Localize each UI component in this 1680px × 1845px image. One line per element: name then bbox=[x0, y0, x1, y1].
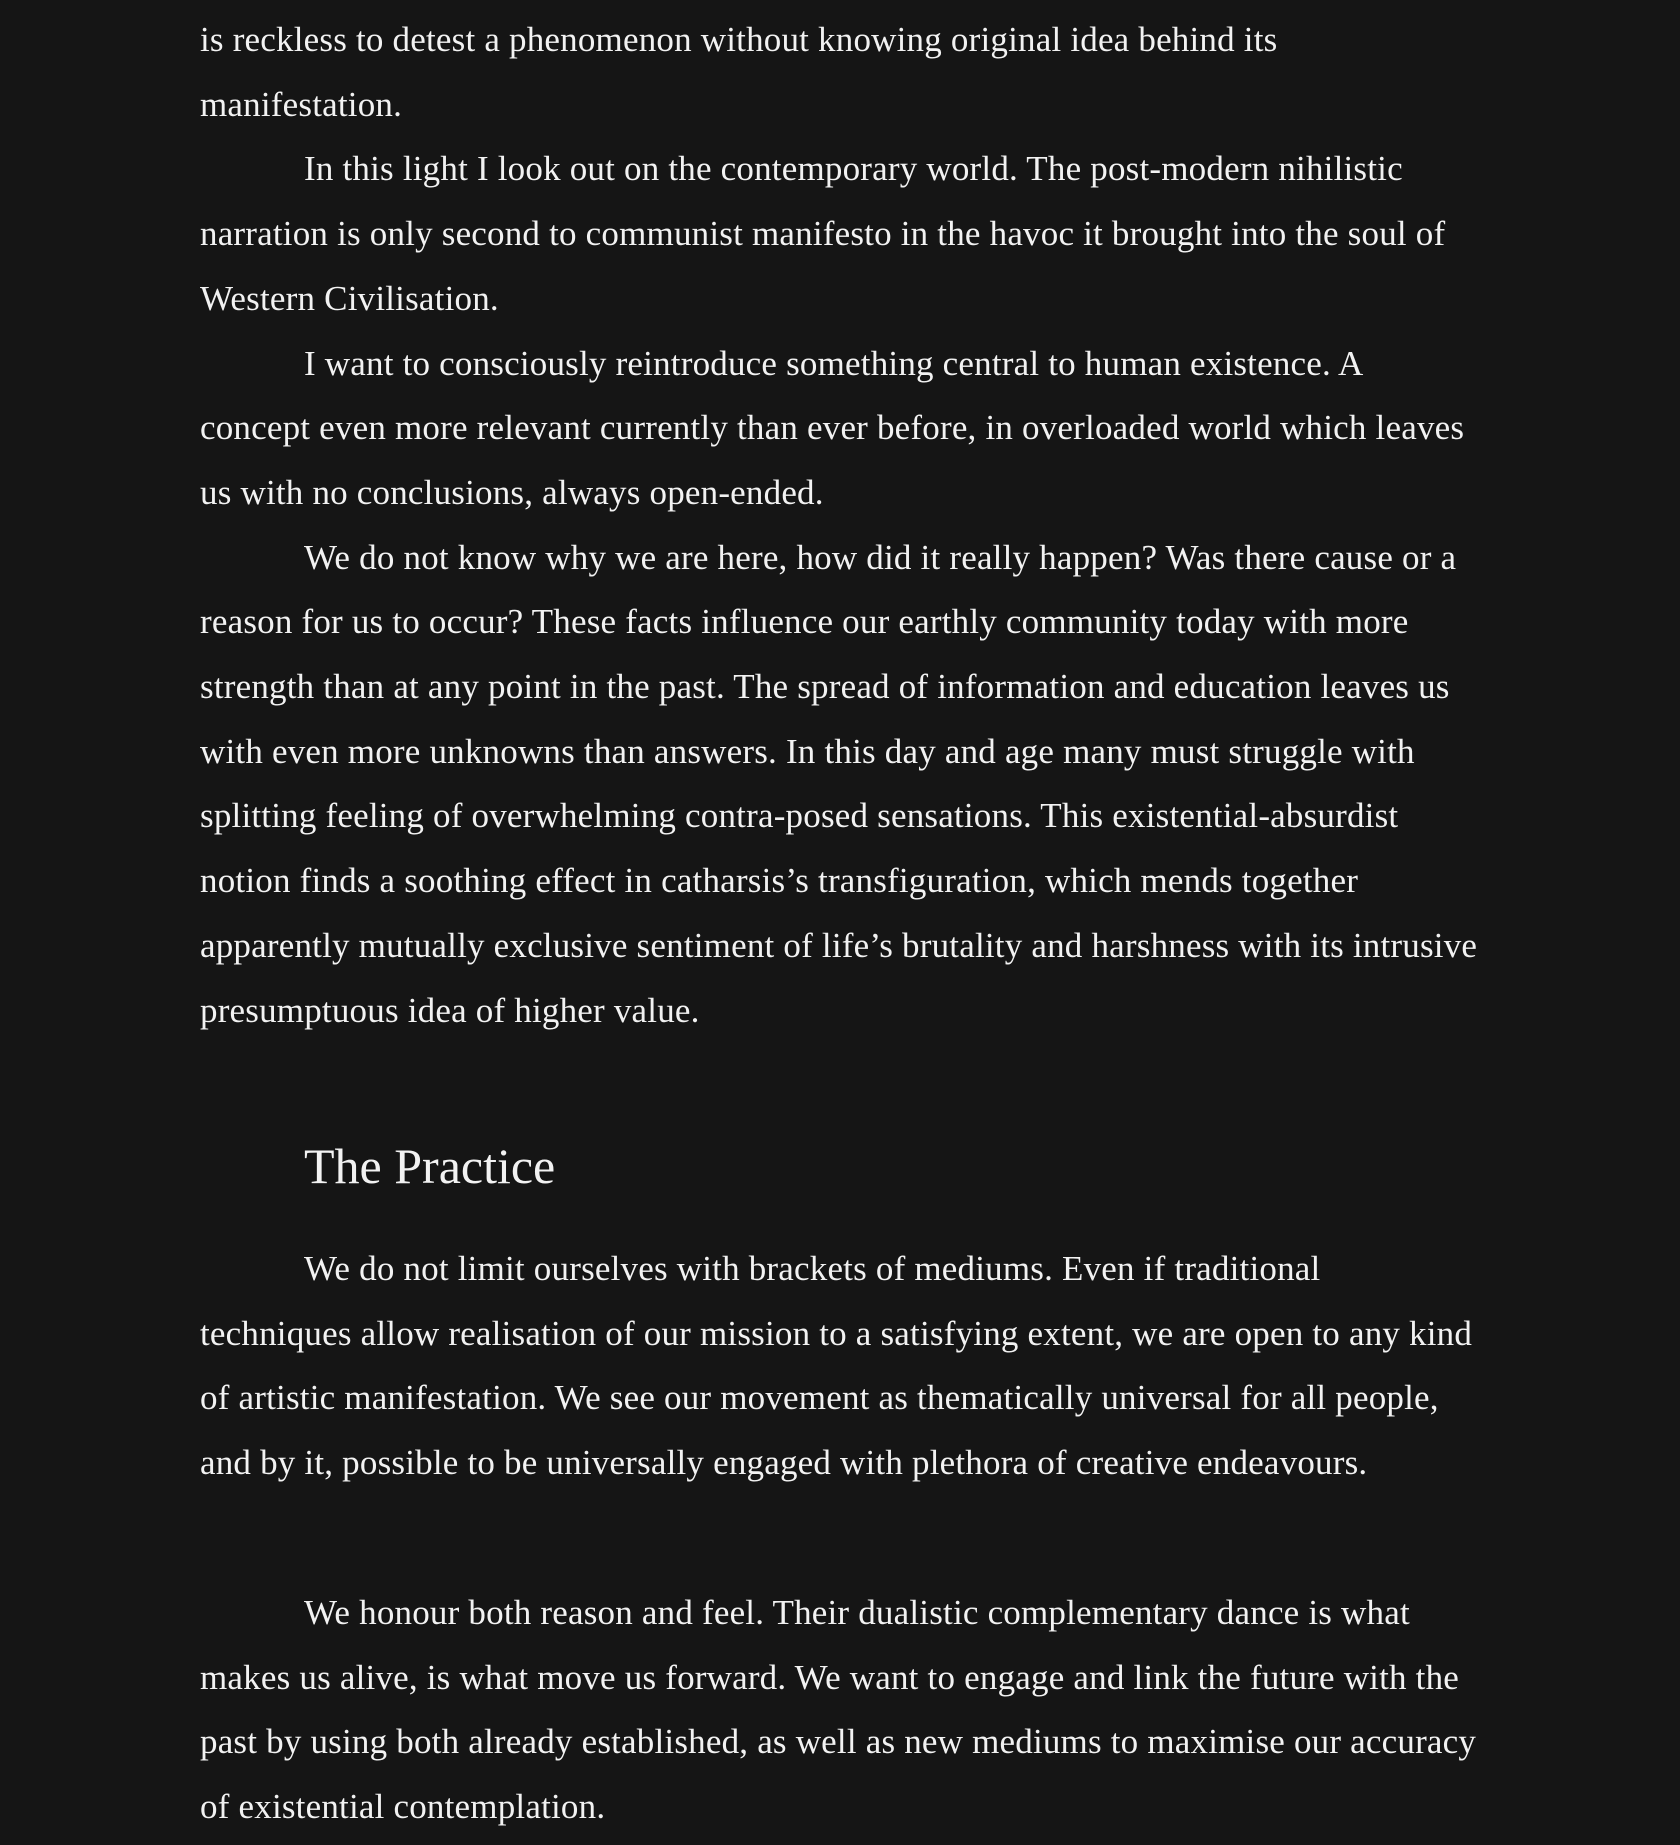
practice-paragraph-1-block bbox=[200, 1237, 1480, 1496]
paragraph-reason-and-feel: We honour both reason and feel. Their dualistic complementary dance is what makes us alive, is what move us forward. We want to engage and link the future with the past by using both already established, as well as new mediums to maximise our accuracy of existential contemplation. bbox=[200, 1593, 1477, 1827]
paragraph-reintroduce-concept: I want to consciously reintroduce something central to human existence. A concept even more relevant currently than ever before, in overloaded world which leaves us with no conclusions, always open-ended. bbox=[200, 343, 1465, 512]
section-heading: The Practice bbox=[304, 1138, 556, 1194]
paragraph-existential-questions: We do not know why we are here, how did it really happen? Was there cause or a reason for us to occur? These facts influence our earthly community today with more strength than at any point in the past. The spread of information and education leaves us with even more unknowns than answers. In this day and age many must struggle with splitting feeling of overwhelming contra-posed sensations. This existential-absurdist notion finds a soothing effect in catharsis’s transfiguration, which mends together apparently mutually exclusive sentiment of life’s brutality and harshness with its intrusive presumptuous idea of higher value. bbox=[200, 537, 1478, 1030]
intro-section bbox=[200, 8, 1480, 1043]
paragraph-continued: is reckless to detest a phenomenon without knowing original idea behind its manifestation. bbox=[200, 20, 1278, 124]
practice-paragraph-2-block bbox=[200, 1581, 1480, 1840]
paragraph-contemporary-world: In this light I look out on the contemporary world. The post-modern nihilistic narration is only second to communist manifesto in the havoc it brought into the soul of Western Civilisation. bbox=[200, 149, 1446, 318]
paragraph-mediums: We do not limit ourselves with brackets of mediums. Even if traditional techniques allow realisation of our mission to a satisfying extent, we are open to any kind of artistic manifestation. We see our movement as thematically universal for all people, and by it, possible to be universally engaged with plethora of creative endeavours. bbox=[200, 1249, 1473, 1483]
